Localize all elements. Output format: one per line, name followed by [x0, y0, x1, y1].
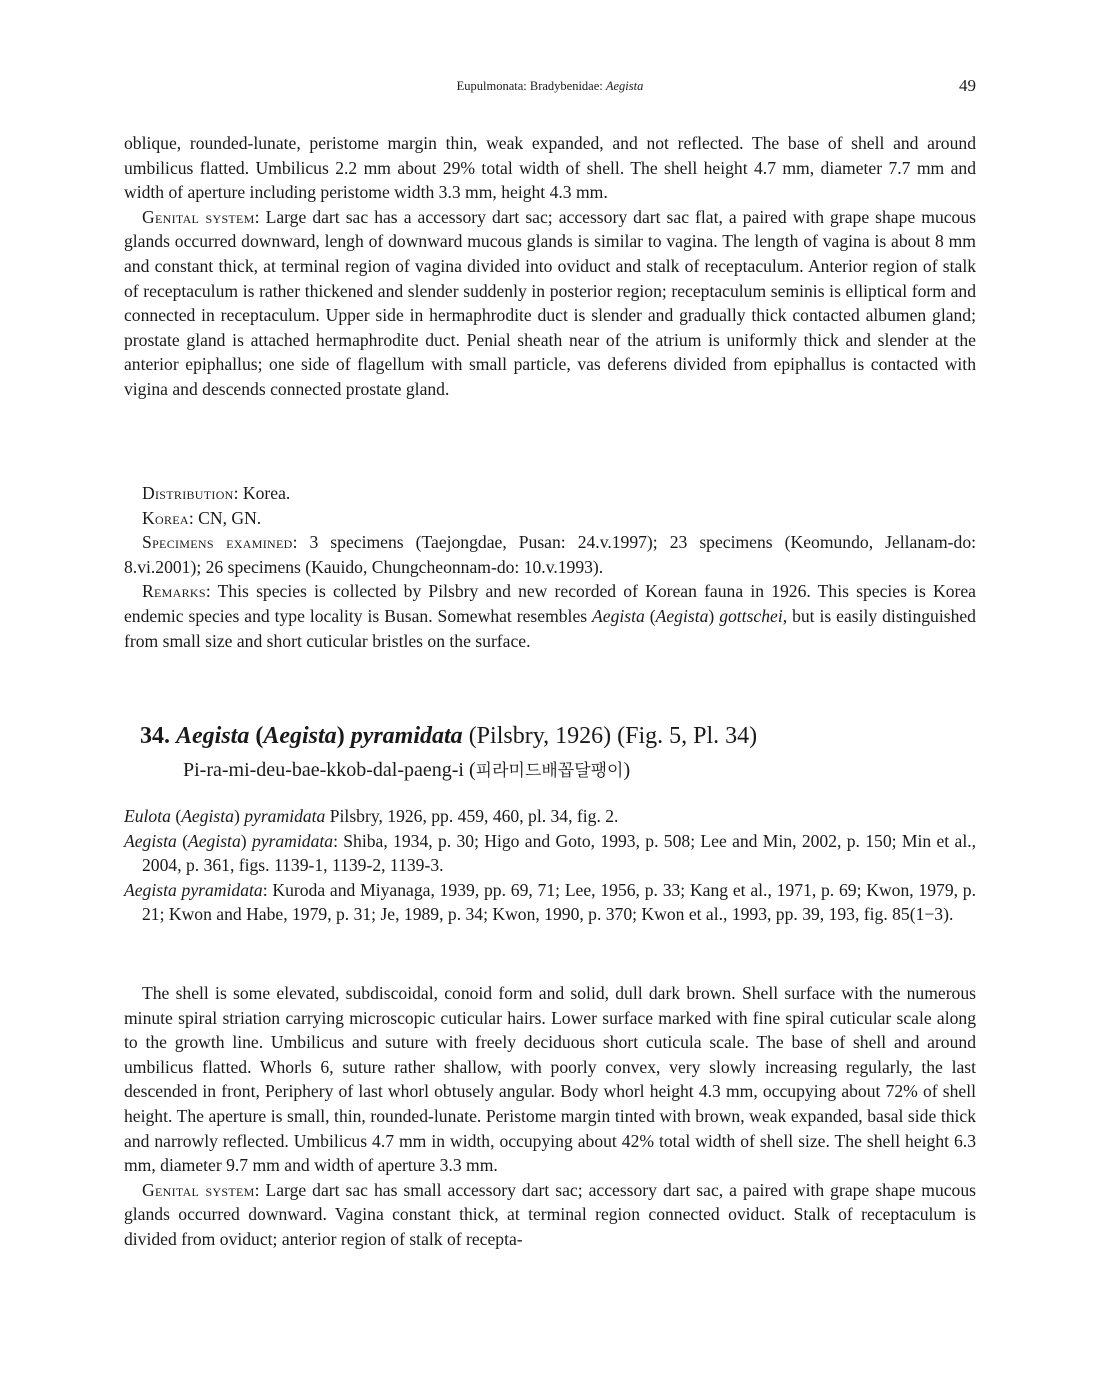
remarks-genus: Aegista: [592, 605, 645, 626]
remarks-text-1: : This species is collected by Pilsbry and new recorded of Korean fauna in 1926. This species is Korea endemic species and type locality is Busan. Somewhat resembles: [124, 581, 976, 626]
description-block: [124, 981, 976, 1252]
vernacular-hangul: 피라미드배꼽달팽이: [475, 761, 624, 781]
remarks-label: Remarks: [142, 581, 206, 602]
genital-system-text: : Large dart sac has a accessory dart sac; accessory dart sac flat, a paired with grape shape mucous glands occurred downward, lengh of downward mucous glands is similar to vagina. The length of vagina is about 8 mm and constant thick, at terminal region of vagina divided into oviduct and stalk of receptaculum. Anterior region of stalk of receptaculum is rather thickened and slender suddenly in posterior region; receptaculum seminis is elliptical form and connected in receptaculum. Upper side in hermaphrodite duct is slender and gradually thick contacted albumen gland; prostate gland is attached hermaphrodite duct. Penial sheath near of the atrium is uniformly thick and slender at the anterior epiphallus; one side of flagellum with small particle, vas deferens divided from epiphallus is contacted with vigina and descends connected prostate gland.: [124, 206, 976, 399]
species-epithet: pyramidata: [350, 723, 463, 749]
korea-paragraph: [124, 506, 976, 531]
korea-label: Korea: [142, 507, 189, 528]
synonym-subgenus: Aegista: [181, 806, 234, 826]
vernacular-name: Pi-ra-mi-deu-bae-kkob-dal-paeng-i (피라미드배꼽달팽이): [183, 759, 631, 781]
korea-text: : CN, GN.: [188, 507, 262, 528]
upper-text-block: [124, 131, 976, 402]
synonym-genus: Eulota: [124, 806, 171, 826]
specimens-paragraph: [124, 530, 976, 579]
synonym-citation: : Shiba, 1934, p. 30; Higo and Goto, 1993, p. 508; Lee and Min, 2002, p. 150; Min et al., 2004, p. 361, figs. 1139-1, 1139-2, 1139-3.: [142, 830, 976, 876]
species-subgenus: Aegista: [263, 723, 337, 749]
records-block: [124, 481, 976, 653]
shell-description-continued: oblique, rounded-lunate, peristome margin thin, weak expanded, and not reflected. The base of shell and around umbilicus flatted. Umbilicus 2.2 mm about 29% total width of shell. The shell height 4.7 mm, diameter 7.7 mm and width of aperture including peristome width 3.3 mm, height 4.3 mm.: [124, 133, 976, 203]
synonym-genus: Aegista: [124, 830, 177, 851]
distribution-label: Distribution: [142, 483, 234, 503]
remarks-subgenus: Aegista: [655, 605, 709, 626]
genital-system-label-2: Genital system: [142, 1179, 255, 1200]
genital-system-label: Genital system: [142, 206, 255, 227]
specimens-text: : 3 specimens (Taejongdae, Pusan: 24.v.1997); 23 specimens (Keomundo, Jellanam-do: 8.vi.2001); 26 specimens (Kauido, Chungcheonnam-do: 10.v.1993).: [124, 532, 976, 577]
synonym-epithet: pyramidata: [251, 830, 334, 851]
species-genus: Aegista: [176, 723, 250, 749]
vernacular-romanized: Pi-ra-mi-deu-bae-kkob-dal-paeng-i: [183, 759, 464, 781]
running-title: [124, 79, 976, 94]
genital-system-paragraph-2: [124, 1178, 976, 1252]
synonymy-entry: Aegista (Aegista) pyramidata: Shiba, 1934, p. 30; Higo and Goto, 1993, p. 508; Lee and Min, 2002, p. 150; Min et al., 2004, p. 361, figs. 1139-1, 1139-2, 1139-3.: [124, 830, 976, 876]
synonymy-entry: Eulota (Aegista) pyramidata Pilsbry, 1926, pp. 459, 460, pl. 34, fig. 2.: [124, 806, 619, 826]
synonym-name: Aegista pyramidata: [124, 879, 263, 900]
synonym-epithet: pyramidata: [244, 806, 326, 826]
species-heading: 34. Aegista (Aegista) pyramidata (Pilsbry, 1926) (Fig. 5, Pl. 34): [140, 723, 758, 749]
synonymy-entry: [124, 878, 976, 927]
running-title-text: Eupulmonata: Bradybenidae:: [456, 79, 603, 93]
specimens-label: Specimens examined: [142, 532, 293, 553]
synonymy-block: [124, 804, 976, 927]
running-head: [124, 76, 976, 98]
synonym-citation: Pilsbry, 1926, pp. 459, 460, pl. 34, fig. 2.: [325, 806, 619, 826]
page-number: 49: [959, 76, 976, 95]
shell-description: The shell is some elevated, subdiscoidal, conoid form and solid, dull dark brown. Shell surface with the numerous minute spiral striation carrying microscopic cuticular hairs. Lower surface marked with fine spiral cuticular scale along to the growth line. Umbilicus and suture with freely deciduous short cuticula scale. The base of shell and around umbilicus flatted. Whorls 6, suture rather shallow, with poorly convex, very slowly increasing regularly, the last descended in front, Periphery of last whorl obtusely angular. Body whorl height 4.3 mm, occupying about 72% of shell height. The aperture is small, thin, rounded-lunate. Peristome margin tinted with brown, weak expanded, basal side thick and narrowly reflected. Umbilicus 4.7 mm in width, occupying about 42% total width of shell size. The shell height 6.3 mm, diameter 9.7 mm and width of aperture 3.3 mm.: [124, 983, 976, 1176]
synonym-subgenus: Aegista: [187, 830, 241, 851]
remarks-paragraph: Remarks: This species is collected by Pilsbry and new recorded of Korean fauna in 1926. This species is Korea endemic species and type locality is Busan. Somewhat resembles Aegista (Aegista) gottschei, but is easily distinguished from small size and short cuticular bristles on the surface.: [124, 581, 976, 651]
synonym-citation: : Kuroda and Miyanaga, 1939, pp. 69, 71; Lee, 1956, p. 33; Kang et al., 1971, p. 69; Kwon, 1979, p. 21; Kwon and Habe, 1979, p. 31; Je, 1989, p. 34; Kwon, 1990, p. 370; Kwon et al., 1993, pp. 39, 193, fig. 85(1−3).: [142, 879, 976, 925]
remarks-species: gottschei: [719, 605, 783, 626]
distribution-paragraph: [124, 481, 976, 506]
running-title-genus: Aegista: [605, 79, 644, 93]
remarks-text-2: , but is easily distinguished from small size and short cuticular bristles on the surface.: [124, 605, 976, 651]
species-number: 34.: [140, 723, 170, 749]
distribution-text: : Korea.: [233, 483, 291, 503]
genital-system-text-2: : Large dart sac has small accessory dart sac; accessory dart sac, a paired with grape shape mucous glands occurred downward. Vagina constant thick, at terminal region connected oviduct. Stalk of receptaculum is divided from oviduct; anterior region of stalk of recepta-: [124, 1179, 977, 1249]
genital-system-paragraph: [124, 205, 976, 402]
species-author: (Pilsbry, 1926) (Fig. 5, Pl. 34): [468, 723, 758, 749]
